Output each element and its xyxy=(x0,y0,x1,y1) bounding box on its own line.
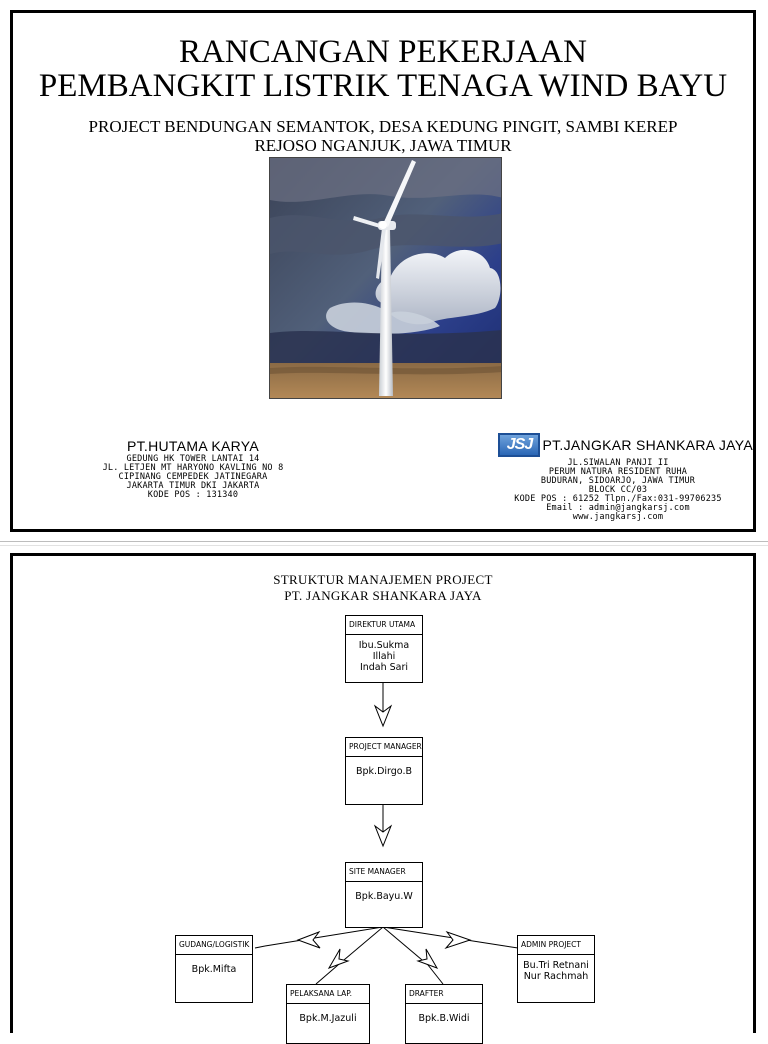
org-node-project-manager xyxy=(345,737,423,805)
connector-line xyxy=(255,946,265,948)
contractor-address-line: JL.SIWALAN PANJI II xyxy=(567,458,669,468)
org-node-drafter xyxy=(405,984,483,1044)
org-node-site-manager xyxy=(345,862,423,928)
contractor-email: Email : admin@jangkarsj.com xyxy=(546,503,690,513)
contractor-address-line: BLOCK CC/03 xyxy=(588,485,648,495)
node-person: Bpk.Dirgo.B xyxy=(356,766,412,777)
org-node-gudang-logistik xyxy=(175,935,253,1003)
connector-line xyxy=(383,927,505,946)
owner-address-line: KODE POS : 131340 xyxy=(147,490,239,500)
org-chart-page xyxy=(10,553,756,1033)
owner-address xyxy=(43,455,343,500)
node-role: ADMIN PROJECT xyxy=(518,936,594,955)
node-role: DIREKTUR UTAMA xyxy=(346,616,422,635)
contractor-website: www.jangkarsj.com xyxy=(572,512,664,522)
contractor-block xyxy=(483,433,753,522)
node-role: PROJECT MANAGER xyxy=(346,738,422,757)
node-person: Bu.Tri Retnani Nur Rachmah xyxy=(523,960,589,982)
arrowhead xyxy=(298,932,320,948)
node-person: Ibu.Sukma Illahi Indah Sari xyxy=(358,640,410,673)
org-node-pelaksana-lapangan xyxy=(286,984,370,1044)
page-separator xyxy=(0,541,768,542)
node-role: GUDANG/LOGISTIK xyxy=(176,936,252,955)
title-line-2: PEMBANGKIT LISTRIK TENAGA WIND BAYU xyxy=(38,68,728,104)
contractor-address-line: KODE POS : 61252 Tlpn./Fax:031-99706235 xyxy=(514,494,722,504)
arrowhead xyxy=(446,932,470,948)
connector-line xyxy=(265,927,383,946)
jsj-logo xyxy=(498,433,540,457)
contractor-header xyxy=(483,433,753,457)
project-line-2: REJOSO NGANJUK, JAWA TIMUR xyxy=(254,136,512,155)
node-person: Bpk.M.Jazuli xyxy=(299,1013,357,1024)
wind-turbine-image xyxy=(270,158,502,399)
contractor-address xyxy=(483,459,753,522)
contractor-address-line: BUDURAN, SIDOARJO, JAWA TIMUR xyxy=(540,476,696,486)
owner-name: PT.HUTAMA KARYA xyxy=(126,438,260,454)
owner-address-line: JAKARTA TIMUR DKI JAKARTA xyxy=(126,481,260,491)
cover-title xyxy=(13,35,753,103)
page-separator xyxy=(0,545,768,546)
cover-page xyxy=(10,10,756,532)
org-node-admin-project xyxy=(517,935,595,1003)
title-line-1: RANCANGAN PEKERJAAN xyxy=(179,34,587,70)
node-role: PELAKSANA LAP. xyxy=(287,985,369,1004)
contractor-address-line: PERUM NATURA RESIDENT RUHA xyxy=(548,467,688,477)
owner-address-line: CIPINANG CEMPEDEK JATINEGARA xyxy=(118,472,268,482)
owner-address-line: JL. LETJEN MT HARYONO KAVLING NO 8 xyxy=(102,463,284,473)
node-person: Bpk.Mifta xyxy=(191,964,237,975)
owner-address-line: GEDUNG HK TOWER LANTAI 14 xyxy=(126,454,260,464)
project-line-1: PROJECT BENDUNGAN SEMANTOK, DESA KEDUNG PINGIT, SAMBI KEREP xyxy=(88,117,678,136)
contractor-name: PT.JANGKAR SHANKARA JAYA xyxy=(542,437,753,453)
org-title-line-2: PT. JANGKAR SHANKARA JAYA xyxy=(284,588,482,603)
node-person: Bpk.B.Widi xyxy=(418,1013,470,1024)
logo-text: JSJ xyxy=(506,436,533,453)
org-title-line-1: STRUKTUR MANAJEMEN PROJECT xyxy=(273,572,493,587)
owner-block xyxy=(43,437,343,500)
node-role: DRAFTER xyxy=(406,985,482,1004)
wind-turbine-photo xyxy=(269,157,502,399)
node-role: SITE MANAGER xyxy=(346,863,422,882)
connector-line xyxy=(316,965,338,984)
org-node-direktur-utama xyxy=(345,615,423,683)
node-person: Bpk.Bayu.W xyxy=(355,891,413,902)
project-location xyxy=(13,117,753,155)
